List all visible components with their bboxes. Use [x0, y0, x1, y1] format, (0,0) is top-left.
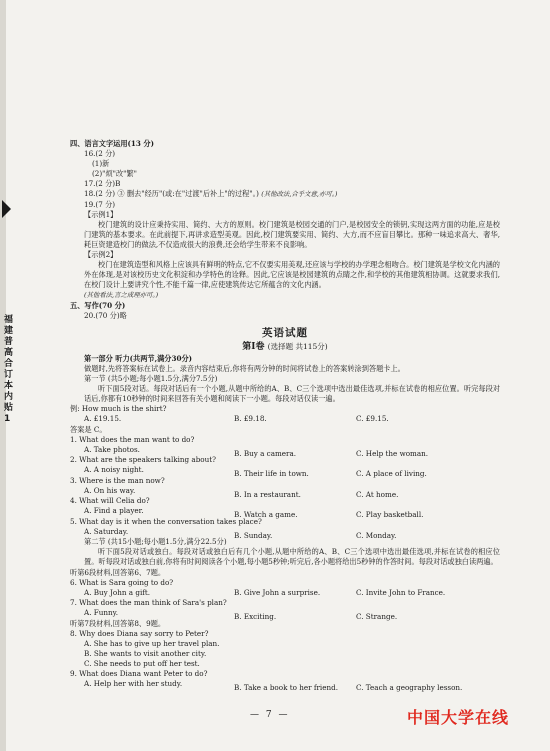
- q8-option-b: B. She wants to visit another city.: [84, 648, 207, 658]
- q6-option-b: B. Give John a surprise.: [234, 587, 321, 597]
- q6-option-c: C. Invite John to France.: [356, 587, 446, 597]
- q4-option-b: B. Watch a game.: [234, 510, 298, 520]
- q1-option-b: B. Buy a camera.: [234, 448, 297, 458]
- example-option-b: B. £9.18.: [234, 414, 267, 424]
- q2-option-a: A. A noisy night.: [84, 465, 144, 475]
- side-binding-label: 福建普高合订本内贴1: [4, 315, 14, 424]
- example-2-label: 【示例2】: [84, 250, 118, 260]
- writing-heading: 五、写作(70 分): [70, 300, 126, 310]
- answer-19: 19.(7 分): [84, 199, 116, 209]
- example-2-text: 校门在建筑造型和风格上应该具有鲜明的特点,它不仅要实用美观,还应该与学校的办学理念相吻合。校门建筑是学校文化内涵的外在体现,是对该校历史文化积淀和办学特色的诠释。因此,它应该是校园建筑的点睛之作,和学校的其他建筑相协调。这就要求我们,在校门设计上要讲究个性,不能千篇一律,应使建筑传达它所蕴含的文化内涵。: [84, 260, 500, 290]
- q6-option-a: A. Buy John a gift.: [84, 587, 151, 597]
- answer-18-circle: ③: [117, 189, 125, 199]
- q4-option-a: A. Find a player.: [84, 506, 144, 516]
- question-4-options: [70, 506, 500, 520]
- english-title: 英语试题: [262, 326, 308, 339]
- answer-16: 16.(2 分): [84, 149, 116, 159]
- answer-18: [70, 189, 500, 199]
- question-6: 6. What is Sara going to do?: [70, 577, 174, 587]
- question-2: 2. What are the speakers talking about?: [70, 455, 217, 465]
- passage-6-intro: 听第6段材料,回答第6、7题。: [70, 567, 166, 577]
- example-option-c: C. £9.15.: [356, 414, 389, 424]
- volume-title-note: (选择题 共115分): [267, 341, 328, 351]
- question-4: 4. What will Celia do?: [70, 496, 150, 506]
- question-1: 1. What does the man want to do?: [70, 434, 195, 444]
- q7-option-a: A. Funny.: [84, 608, 119, 618]
- q3-option-c: C. At home.: [356, 489, 399, 499]
- answer-18-note: (其他改法,合乎文意,亦可。): [261, 190, 338, 199]
- question-5-options: [70, 526, 500, 540]
- section-2-heading: 第二节 (共15小题;每小题1.5分,满分22.5分): [84, 537, 227, 547]
- part-1-heading: 第一部分 听力(共两节,满分30分): [84, 353, 193, 363]
- q7-option-b: B. Exciting.: [234, 612, 277, 622]
- page-content: [70, 139, 500, 693]
- question-8: 8. Why does Diana say sorry to Peter?: [70, 628, 209, 638]
- volume-title: [70, 340, 500, 354]
- volume-title-main: 第Ⅰ卷: [242, 341, 265, 352]
- q7-option-c: C. Strange.: [356, 612, 398, 622]
- q8-option-a: A. She has to give up her travel plan.: [84, 638, 220, 648]
- question-9-options: [70, 679, 500, 693]
- question-6-options: [70, 588, 500, 598]
- question-2-options: [70, 465, 500, 479]
- question-5: 5. What day is it when the conversation takes place?: [70, 516, 262, 526]
- answer-18-text: 删去"经历"(或:在"过渡"后补上"的过程"。): [126, 189, 259, 199]
- section-1-heading: 第一节 (共5小题;每小题1.5分,满分7.5分): [84, 373, 218, 383]
- section-1-instructions: 听下面5段对话。每段对话后有一个小题,从题中所给的A、B、C三个选项中选出最佳选项,并标在试卷的相应位置。听完每段对话后,你都有10秒钟的时间来回答有关小题和阅读下一小题。每段对话仅读一遍。: [84, 383, 500, 404]
- answer-19-note: (其他看法,言之成理亦可。): [84, 291, 159, 300]
- q8-option-c: C. She needs to put off her test.: [84, 659, 200, 668]
- example-1-label: 【示例1】: [84, 209, 118, 219]
- answer-16-1: (1)新: [92, 159, 110, 169]
- site-watermark: 中国大学在线: [407, 708, 510, 727]
- q4-option-c: C. Play basketball.: [356, 510, 424, 520]
- binding-notch-icon: [2, 200, 11, 218]
- answer-16-2: (2)"烦"改"繁": [92, 169, 137, 179]
- page-number: — 7 —: [250, 710, 290, 720]
- answer-20: 20.(70 分)略: [84, 310, 127, 320]
- example-options: [70, 414, 500, 424]
- passage-7-intro: 听第7段材料,回答第8、9题。: [70, 618, 166, 628]
- q5-option-a: A. Saturday.: [84, 526, 129, 536]
- q1-option-a: A. Take photos.: [84, 444, 140, 454]
- question-7-options: [70, 608, 500, 622]
- q5-option-c: C. Monday.: [356, 530, 397, 540]
- q9-option-b: B. Take a book to her friend.: [234, 683, 338, 693]
- example-question: 例: How much is the shirt?: [70, 404, 167, 414]
- part-1-instructions: 做题时,先将答案标在试卷上。录音内容结束后,你将有两分钟的时间将试卷上的答案转涂到答题卡上。: [84, 363, 405, 373]
- q1-option-c: C. Help the woman.: [356, 448, 429, 458]
- example-option-a: A. £19.15.: [84, 414, 122, 424]
- q3-option-b: B. In a restaurant.: [234, 489, 301, 499]
- section-2-instructions: 听下面5段对话或独白。每段对话或独白后有几个小题,从题中所给的A、B、C三个选项中选出最佳选项,并标在试卷的相应位置。听每段对话或独白前,你将有时间阅读各个小题,每小题5秒钟;听完后,各小题将给出5秒钟的作答时间。每段对话或独白读两遍。: [84, 547, 500, 567]
- answer-18-label: 18.(2 分): [84, 189, 116, 199]
- question-7: 7. What does the man think of Sara's plan?: [70, 598, 227, 608]
- question-9: 9. What does Diana want Peter to do?: [70, 669, 208, 679]
- example-answer: 答案是 C。: [70, 424, 107, 434]
- question-3-options: [70, 485, 500, 499]
- q2-option-c: C. A place of living.: [356, 469, 427, 479]
- answer-17: 17.(2 分)B: [84, 179, 121, 189]
- example-1-text: 校门建筑的设计应秉持实用、简约、大方的原则。校门建筑是校园交通的门户,是校园安全的锁钥,实现这两方面的功能,应是校门建筑的基本要求。在此前提下,再讲求造型美观。因此,校门建筑要实用、简约、大方,而不应盲目攀比。那种一味追求高大、奢华,耗巨资建造校门的做法,不仅造成很大的浪费,还会给学生带来不良影响。: [84, 219, 500, 249]
- q3-option-a: A. On his way.: [84, 485, 136, 495]
- q2-option-b: B. Their life in town.: [234, 469, 309, 479]
- question-3: 3. Where is the man now?: [70, 475, 165, 485]
- question-1-options: [70, 444, 500, 458]
- q9-option-c: C. Teach a geography lesson.: [356, 683, 463, 693]
- language-usage-heading: 四、语言文字运用(13 分): [70, 139, 154, 148]
- q9-option-a: A. Help her with her study.: [84, 679, 183, 689]
- q5-option-b: B. Sunday.: [234, 530, 273, 540]
